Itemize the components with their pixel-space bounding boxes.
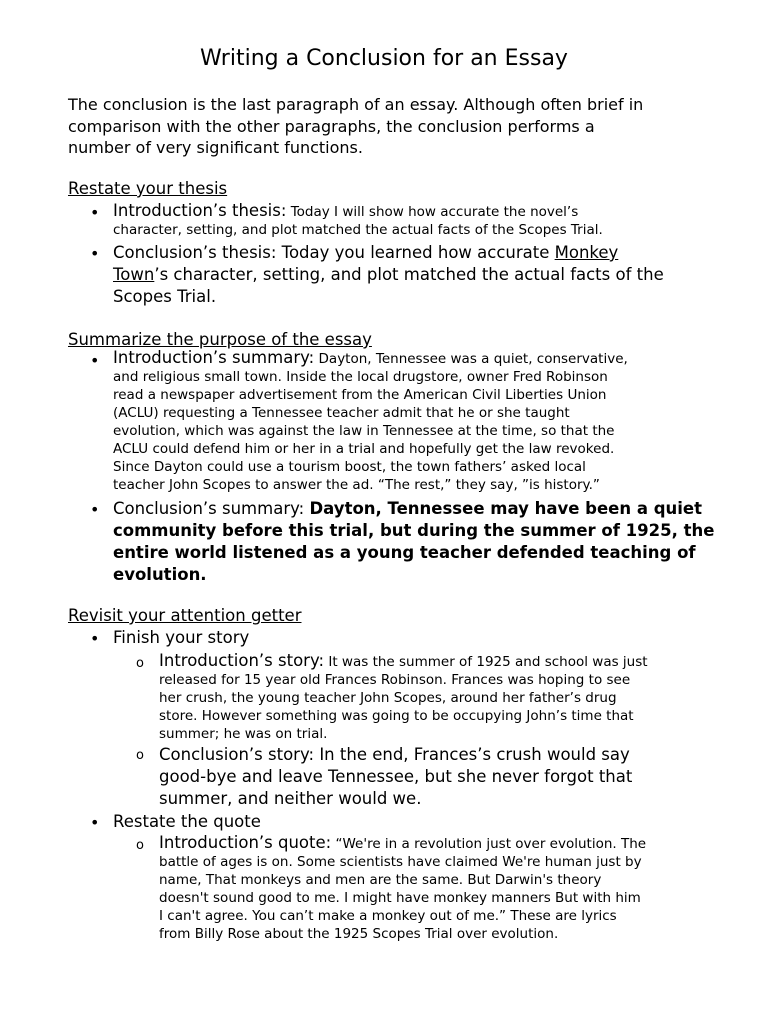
thesis-intro-item: [113, 202, 603, 239]
conclusion-thesis-text: ’s character, setting, and plot matched the actual facts of the: [154, 265, 664, 284]
label-intro-summary: Introduction’s summary:: [113, 348, 315, 367]
conclusion-summary-text: community before this trial, but during the summer of 1925, the: [113, 521, 715, 540]
intro-summary-text: teacher John Scopes to answer the ad. “The rest,” they say, ”is history.”: [113, 477, 600, 493]
quote-intro-item: [159, 834, 646, 943]
intro-summary-text: evolution, which was against the law in Tennessee at the time, so that the: [113, 423, 615, 439]
intro-thesis-text: Today I will show how accurate the novel’s: [286, 204, 579, 220]
heading-summarize-purpose: Summarize the purpose of the essay: [68, 330, 372, 349]
thesis-conclusion-item: [113, 242, 664, 308]
intro-summary-text: and religious small town. Inside the local drugstore, owner Fred Robinson: [113, 369, 608, 385]
intro-quote-text: battle of ages is on. Some scientists have claimed We're human just by: [159, 854, 642, 870]
intro-summary-text: Dayton, Tennessee was a quiet, conservative,: [314, 351, 628, 367]
conclusion-summary-text: evolution.: [113, 565, 207, 584]
summary-intro-item: [113, 349, 628, 494]
intro-story-text: released for 15 year old Frances Robinson. Frances was hoping to see: [159, 672, 631, 688]
bullet-glyph: •: [90, 244, 100, 263]
finish-story-item: Finish your story: [113, 628, 250, 647]
bullet-glyph: •: [90, 500, 100, 519]
story-intro-item: [159, 652, 648, 743]
story-conclusion-item: [159, 744, 632, 810]
sub-bullet-glyph: o: [136, 656, 144, 671]
conclusion-story-text: Conclusion’s story: In the end, Frances’s crush would say: [159, 745, 630, 764]
intro-quote-text: from Billy Rose about the 1925 Scopes Trial over evolution.: [159, 926, 559, 942]
intro-thesis-text: character, setting, and plot matched the actual facts of the Scopes Trial.: [113, 222, 603, 238]
restate-quote-item: Restate the quote: [113, 812, 261, 831]
intro-summary-text: read a newspaper advertisement from the American Civil Liberties Union: [113, 387, 607, 403]
intro-line: comparison with the other paragraphs, the conclusion performs a: [68, 116, 595, 136]
intro-quote-text: doesn't sound good to me. I might have monkey manners But with him: [159, 890, 641, 906]
intro-story-text: It was the summer of 1925 and school was just: [324, 654, 648, 670]
intro-line: The conclusion is the last paragraph of an essay. Although often brief in: [68, 95, 644, 114]
intro-story-text: summer; he was on trial.: [159, 726, 328, 742]
bullet-glyph: •: [90, 351, 100, 370]
book-title-town: Town: [113, 265, 155, 284]
label-intro-quote: Introduction’s quote:: [159, 833, 332, 852]
intro-quote-text: name, That monkeys and men are the same. But Darwin's theory: [159, 872, 602, 888]
label-intro-story: Introduction’s story:: [159, 651, 325, 670]
document-title: Writing a Conclusion for an Essay: [200, 46, 568, 71]
bullet-glyph: •: [90, 813, 100, 832]
conclusion-summary-text: Dayton, Tennessee may have been a quiet: [309, 499, 702, 518]
intro-story-text: her crush, the young teacher John Scopes, around her father’s drug: [159, 690, 617, 706]
label-intro-thesis: Introduction’s thesis:: [113, 201, 287, 220]
label-conclusion-summary: Conclusion’s summary:: [113, 499, 310, 518]
intro-paragraph: [68, 94, 708, 159]
conclusion-thesis-text: Scopes Trial.: [113, 287, 217, 306]
heading-revisit-attention: Revisit your attention getter: [68, 606, 302, 625]
intro-quote-text: “We're in a revolution just over evolution. The: [331, 836, 647, 852]
intro-summary-text: ACLU could defend him or her in a trial and hopefully get the law revoked.: [113, 441, 615, 457]
summary-conclusion-item: [113, 498, 714, 586]
sub-bullet-glyph: o: [136, 748, 144, 763]
conclusion-summary-text: entire world listened as a young teacher defended teaching of: [113, 543, 696, 562]
intro-line: number of very significant functions.: [68, 138, 363, 157]
bullet-glyph: •: [90, 203, 100, 222]
conclusion-story-text: summer, and neither would we.: [159, 789, 422, 808]
bullet-glyph: •: [90, 629, 100, 648]
label-conclusion-thesis: Conclusion’s thesis: Today you learned how accurate: [113, 243, 555, 262]
heading-restate-thesis: Restate your thesis: [68, 179, 228, 198]
book-title-monkey: Monkey: [554, 243, 619, 262]
intro-story-text: store. However something was going to be occupying John’s time that: [159, 708, 634, 724]
intro-summary-text: (ACLU) requesting a Tennessee teacher admit that he or she taught: [113, 405, 570, 421]
sub-bullet-glyph: o: [136, 838, 144, 853]
intro-summary-text: Since Dayton could use a tourism boost, the town fathers’ asked local: [113, 459, 586, 475]
intro-quote-text: I can't agree. You can’t make a monkey out of me.” These are lyrics: [159, 908, 617, 924]
conclusion-story-text: good-bye and leave Tennessee, but she never forgot that: [159, 767, 633, 786]
